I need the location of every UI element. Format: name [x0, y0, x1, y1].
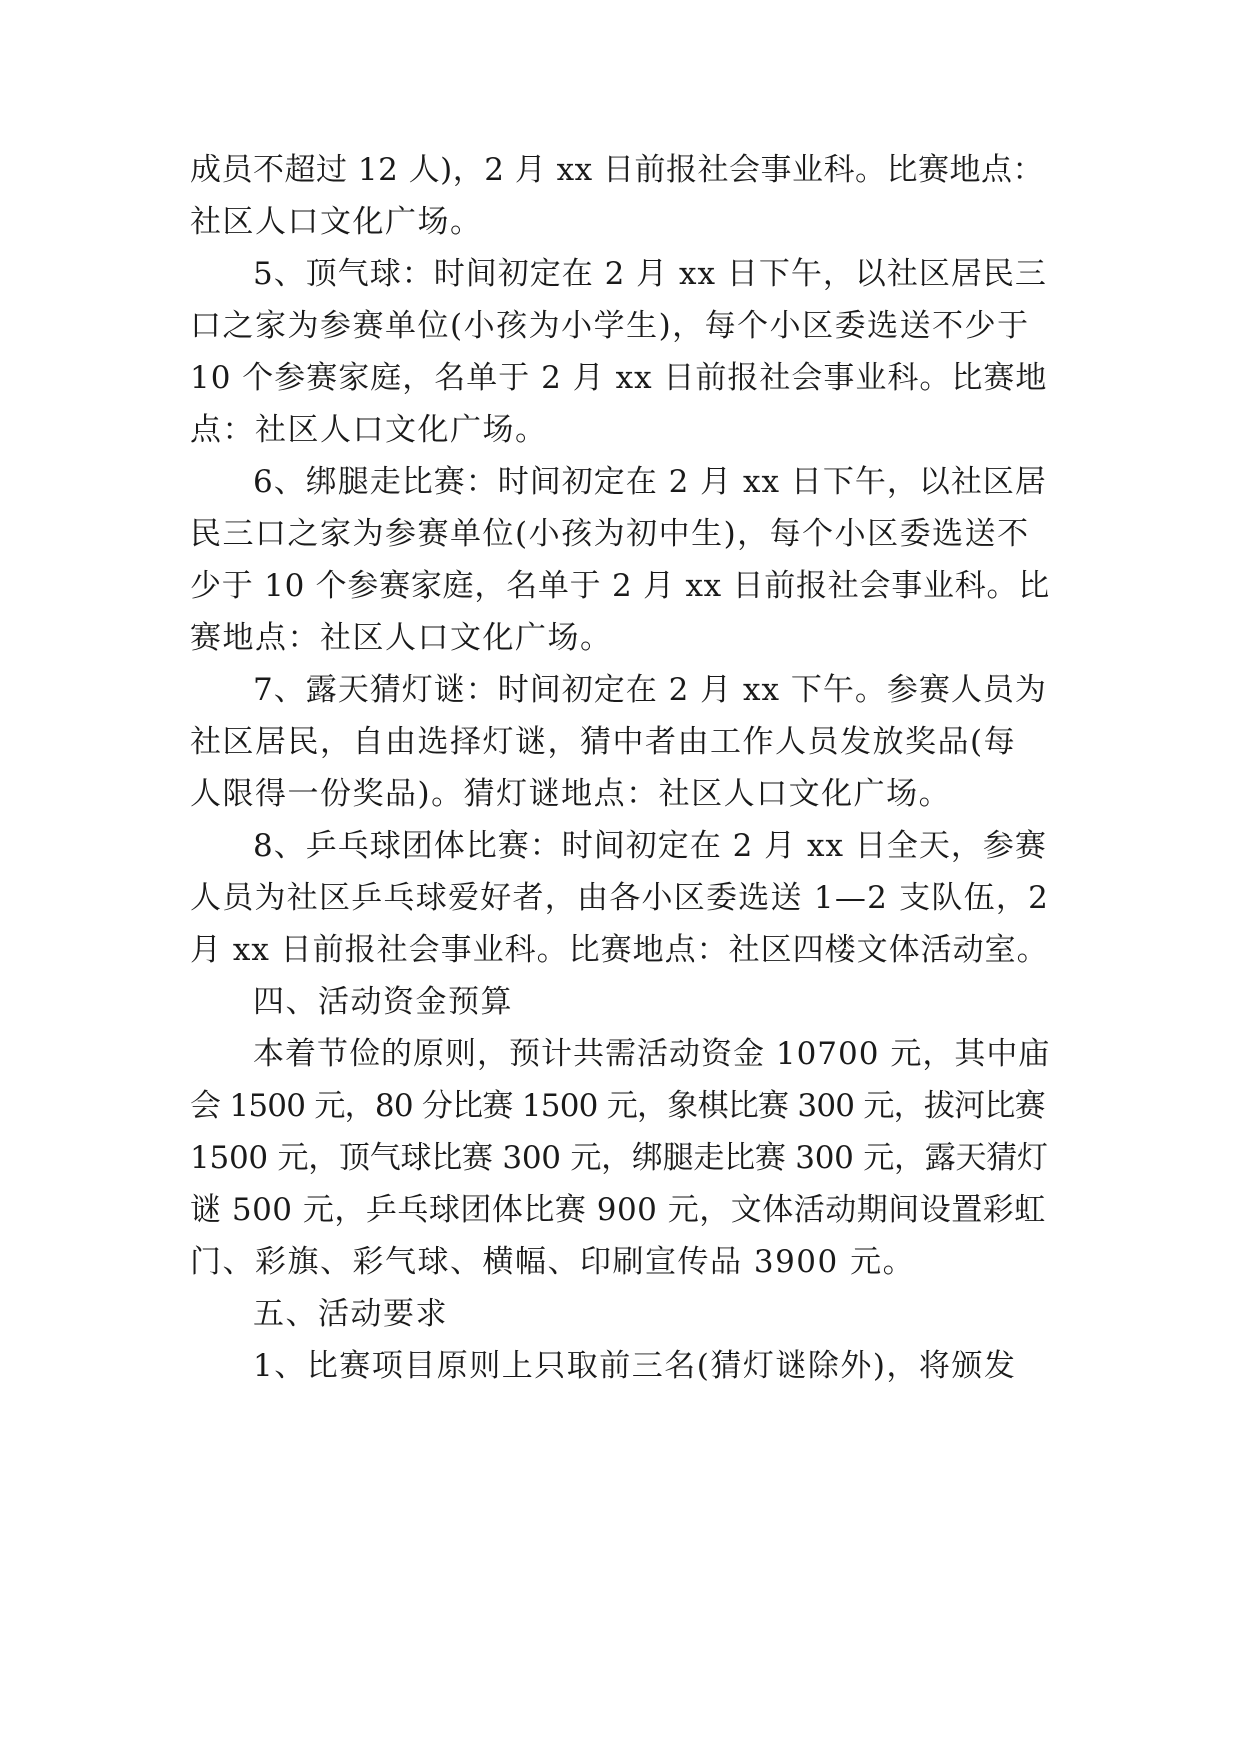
text-line: 门、彩旗、彩气球、横幅、印刷宣传品 3900 元。: [190, 1244, 916, 1280]
text-line: 点：社区人口文化广场。: [190, 412, 548, 448]
text-line: 赛地点：社区人口文化广场。: [190, 620, 613, 656]
text-line: 7、露天猜灯谜：时间初定在 2 月 xx 下午。参赛人员为: [253, 672, 1047, 708]
text-line: 社区人口文化广场。: [190, 204, 483, 240]
text-line: 5、顶气球：时间初定在 2 月 xx 日下午，以社区居民三: [253, 256, 1047, 292]
text-line: 本着节俭的原则，预计共需活动资金 10700 元，其中庙: [253, 1036, 1051, 1072]
section-heading: 四、活动资金预算: [253, 984, 513, 1020]
text-line: 1、比赛项目原则上只取前三名(猜灯谜除外)，将颁发: [253, 1348, 1017, 1384]
text-line: 1500 元，顶气球比赛 300 元，绑腿走比赛 300 元，露天猜灯: [190, 1140, 1048, 1176]
text-line: 社区居民，自由选择灯谜，猜中者由工作人员发放奖品(每: [190, 724, 1017, 760]
text-line: 口之家为参赛单位(小孩为小学生)，每个小区委选送不少于: [190, 308, 1030, 344]
text-line: 月 xx 日前报社会事业科。比赛地点：社区四楼文体活动室。: [190, 932, 1049, 968]
text-line: 8、乒乓球团体比赛：时间初定在 2 月 xx 日全天，参赛: [253, 828, 1047, 864]
text-line: 少于 10 个参赛家庭，名单于 2 月 xx 日前报社会事业科。比: [190, 568, 1051, 604]
text-line: 谜 500 元，乒乓球团体比赛 900 元，文体活动期间设置彩虹: [190, 1192, 1046, 1228]
section-heading: 五、活动要求: [253, 1296, 448, 1332]
text-line: 人员为社区乒乓球爱好者，由各小区委选送 1—2 支队伍，2: [190, 880, 1050, 916]
text-line: 成员不超过 12 人)，2 月 xx 日前报社会事业科。比赛地点：: [190, 152, 1044, 188]
text-line: 6、绑腿走比赛：时间初定在 2 月 xx 日下午，以社区居: [253, 464, 1047, 500]
text-line: 10 个参赛家庭，名单于 2 月 xx 日前报社会事业科。比赛地: [190, 360, 1048, 396]
text-line: 人限得一份奖品)。猜灯谜地点：社区人口文化广场。: [190, 776, 952, 812]
text-line: 民三口之家为参赛单位(小孩为初中生)，每个小区委选送不: [190, 516, 1030, 552]
text-line: 会 1500 元，80 分比赛 1500 元，象棋比赛 300 元，拔河比赛: [190, 1088, 1045, 1124]
